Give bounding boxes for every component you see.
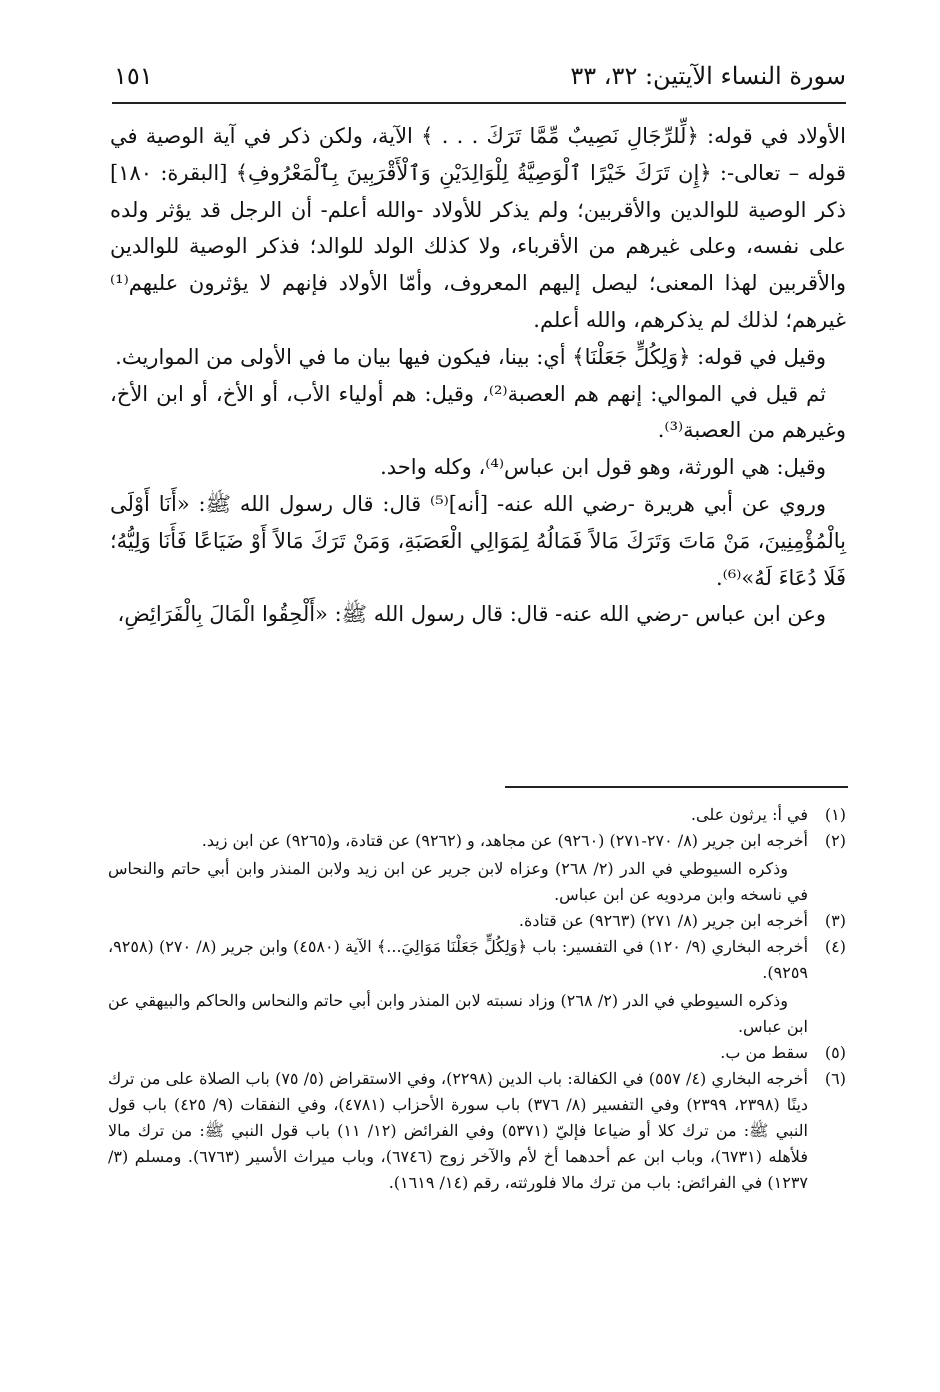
main-text	[110, 118, 846, 633]
footnote	[108, 828, 846, 908]
footnote	[108, 802, 846, 828]
footnote-body	[108, 908, 808, 934]
body-paragraph: الأولاد في قوله: ﴿لِّلرِّجَالِ نَصِيبٌ مِّمَّا تَرَكَ . . . ﴾ الآية، ولكن ذكر في آية الوصية في قوله – تعالى-: ﴿إِن تَرَكَ خَيْرًا ٱلْوَصِيَّةُ لِلْوَالِدَيْنِ وَٱلْأَقْرَبِينَ بِٱلْمَعْرُوفِ﴾ [البقرة: ١٨٠] ذكر الوصية للوالدين والأقربين؛ ولم يذكر للأولاد -والله أعلم- أن الرجل قد يؤثر ولده على نفسه، وعلى غيرهم من الأقرباء، ولا كذلك الولد للوالد؛ فذكر الوصية للوالدين والأقربين لهذا المعنى؛ ليصل إليهم المعروف، وأمّا الأولاد فإنهم لا يؤثرون عليهم⁽¹⁾ غيرهم؛ لذلك لم يذكرهم، والله أعلم.	[110, 124, 846, 332]
footnote-number: (١)	[824, 805, 846, 824]
footnote-text: سقط من ب.	[720, 1043, 808, 1062]
running-title: سورة النساء الآيتين: ٣٢، ٣٣	[570, 62, 846, 90]
header-divider	[112, 102, 846, 104]
footnote-number: (٦)	[824, 1069, 846, 1088]
footnote-number: (٢)	[824, 831, 846, 850]
footnote-text: أخرجه البخاري (٤/ ٥٥٧) في الكفالة: باب الدين (٢٢٩٨)، وفي الاستقراض (٥/ ٧٥) باب الصلاة على من ترك دينًا (٢٣٩٨، ٢٣٩٩) وفي التفسير (٨/ ٣٧٦) باب سورة الأحزاب (٤٧٨١)، وفي النفقات (٩/ ٤٢٥) باب قول النبي ﷺ: من ترك كلا أو ضياعا فإليّ (٥٣٧١) وفي الفرائض (١٢/ ١١) باب قول النبي ﷺ: من ترك مالا فلأهله (٦٧٣١)، وباب ابن عم أحدهما أخ لأم والآخر زوج (٦٧٤٦)، وباب ميراث الأسير (٦٧٦٣). ومسلم (٣/ ١٢٣٧) في الفرائض: باب من ترك مالا فلورثته، رقم (١٤/ ١٦١٩).	[108, 1069, 809, 1192]
footnote	[108, 1040, 846, 1066]
footnote-divider	[505, 786, 848, 788]
body-paragraph: وعن ابن عباس -رضي الله عنه- قال: قال رسول الله ﷺ: «أَلْحِقُوا الْمَالَ بِالْفَرَائِضِ،	[117, 602, 826, 627]
footnotes	[108, 802, 846, 1196]
footnote-text: أخرجه البخاري (٩/ ١٢٠) في التفسير: باب ﴿وَلِكُلٍّ جَعَلْنَا مَوَالِيَ...﴾ الآية (٤٥٨٠) وابن جرير (٨/ ٢٧٠) (٩٢٥٨، ٩٢٥٩).	[108, 937, 809, 982]
footnote	[108, 1066, 846, 1196]
footnote-body	[108, 1040, 808, 1066]
footnote-body	[108, 828, 808, 908]
page-header	[112, 56, 846, 96]
footnote-number: (٣)	[824, 911, 846, 930]
footnote-text: وذكره السيوطي في الدر (٢/ ٢٦٨) وعزاه لابن جرير عن ابن زيد ولابن المنذر وابن أبي حاتم والنحاس في ناسخه وابن مردويه عن ابن عباس.	[108, 859, 808, 904]
footnote-body	[108, 1066, 808, 1196]
footnote-number: (٥)	[824, 1043, 846, 1062]
footnote-text: وذكره السيوطي في الدر (٢/ ٢٦٨) وزاد نسبته لابن المنذر وابن أبي حاتم والنحاس والحاكم والبيهقي عن ابن عباس.	[108, 991, 808, 1036]
footnote-body	[108, 802, 808, 828]
footnote-text: أخرجه ابن جرير (٨/ ٢٧٠-٢٧١) (٩٢٦٠) عن مجاهد، و (٩٢٦٢) عن قتادة، و(٩٢٦٥) عن ابن زيد.	[201, 831, 808, 850]
body-paragraph: وقيل في قوله: ﴿وَلِكُلٍّ جَعَلْنَا﴾ أي: بينا، فيكون فيها بيان ما في الأولى من المواريث.	[115, 344, 826, 369]
footnote-text: في أ: يرثون على.	[690, 805, 808, 824]
body-paragraph: وقيل: هي الورثة، وهو قول ابن عباس⁽⁴⁾، وكله واحد.	[380, 455, 826, 480]
body-paragraph: وروي عن أبي هريرة -رضي الله عنه- [أنه]⁽⁵⁾ قال: قال رسول الله ﷺ: «أَنَا أَوْلَى بِالْمُؤْمِنِينَ، مَنْ مَاتَ وَتَرَكَ مَالاً فَمَالُهُ لِمَوَالِي الْعَصَبَةِ، وَمَنْ تَرَكَ مَالاً أَوْ ضَيَاعًا فَأَنَا وَلِيُّهُ؛ فَلَا دُعَاءَ لَهُ»⁽⁶⁾.	[110, 491, 846, 590]
footnote-number: (٤)	[824, 937, 846, 956]
body-paragraph: ثم قيل في الموالي: إنهم هم العصبة⁽²⁾، وقيل: هم أولياء الأب، أو الأخ، أو ابن الأخ، وغيرهم من العصبة⁽³⁾.	[110, 381, 846, 443]
footnote	[108, 908, 846, 934]
footnote-body	[108, 934, 808, 1040]
footnote	[108, 934, 846, 1040]
page-number: ١٥١	[114, 62, 153, 90]
footnote-text: أخرجه ابن جرير (٨/ ٢٧١) (٩٢٦٣) عن قتادة.	[518, 911, 808, 930]
